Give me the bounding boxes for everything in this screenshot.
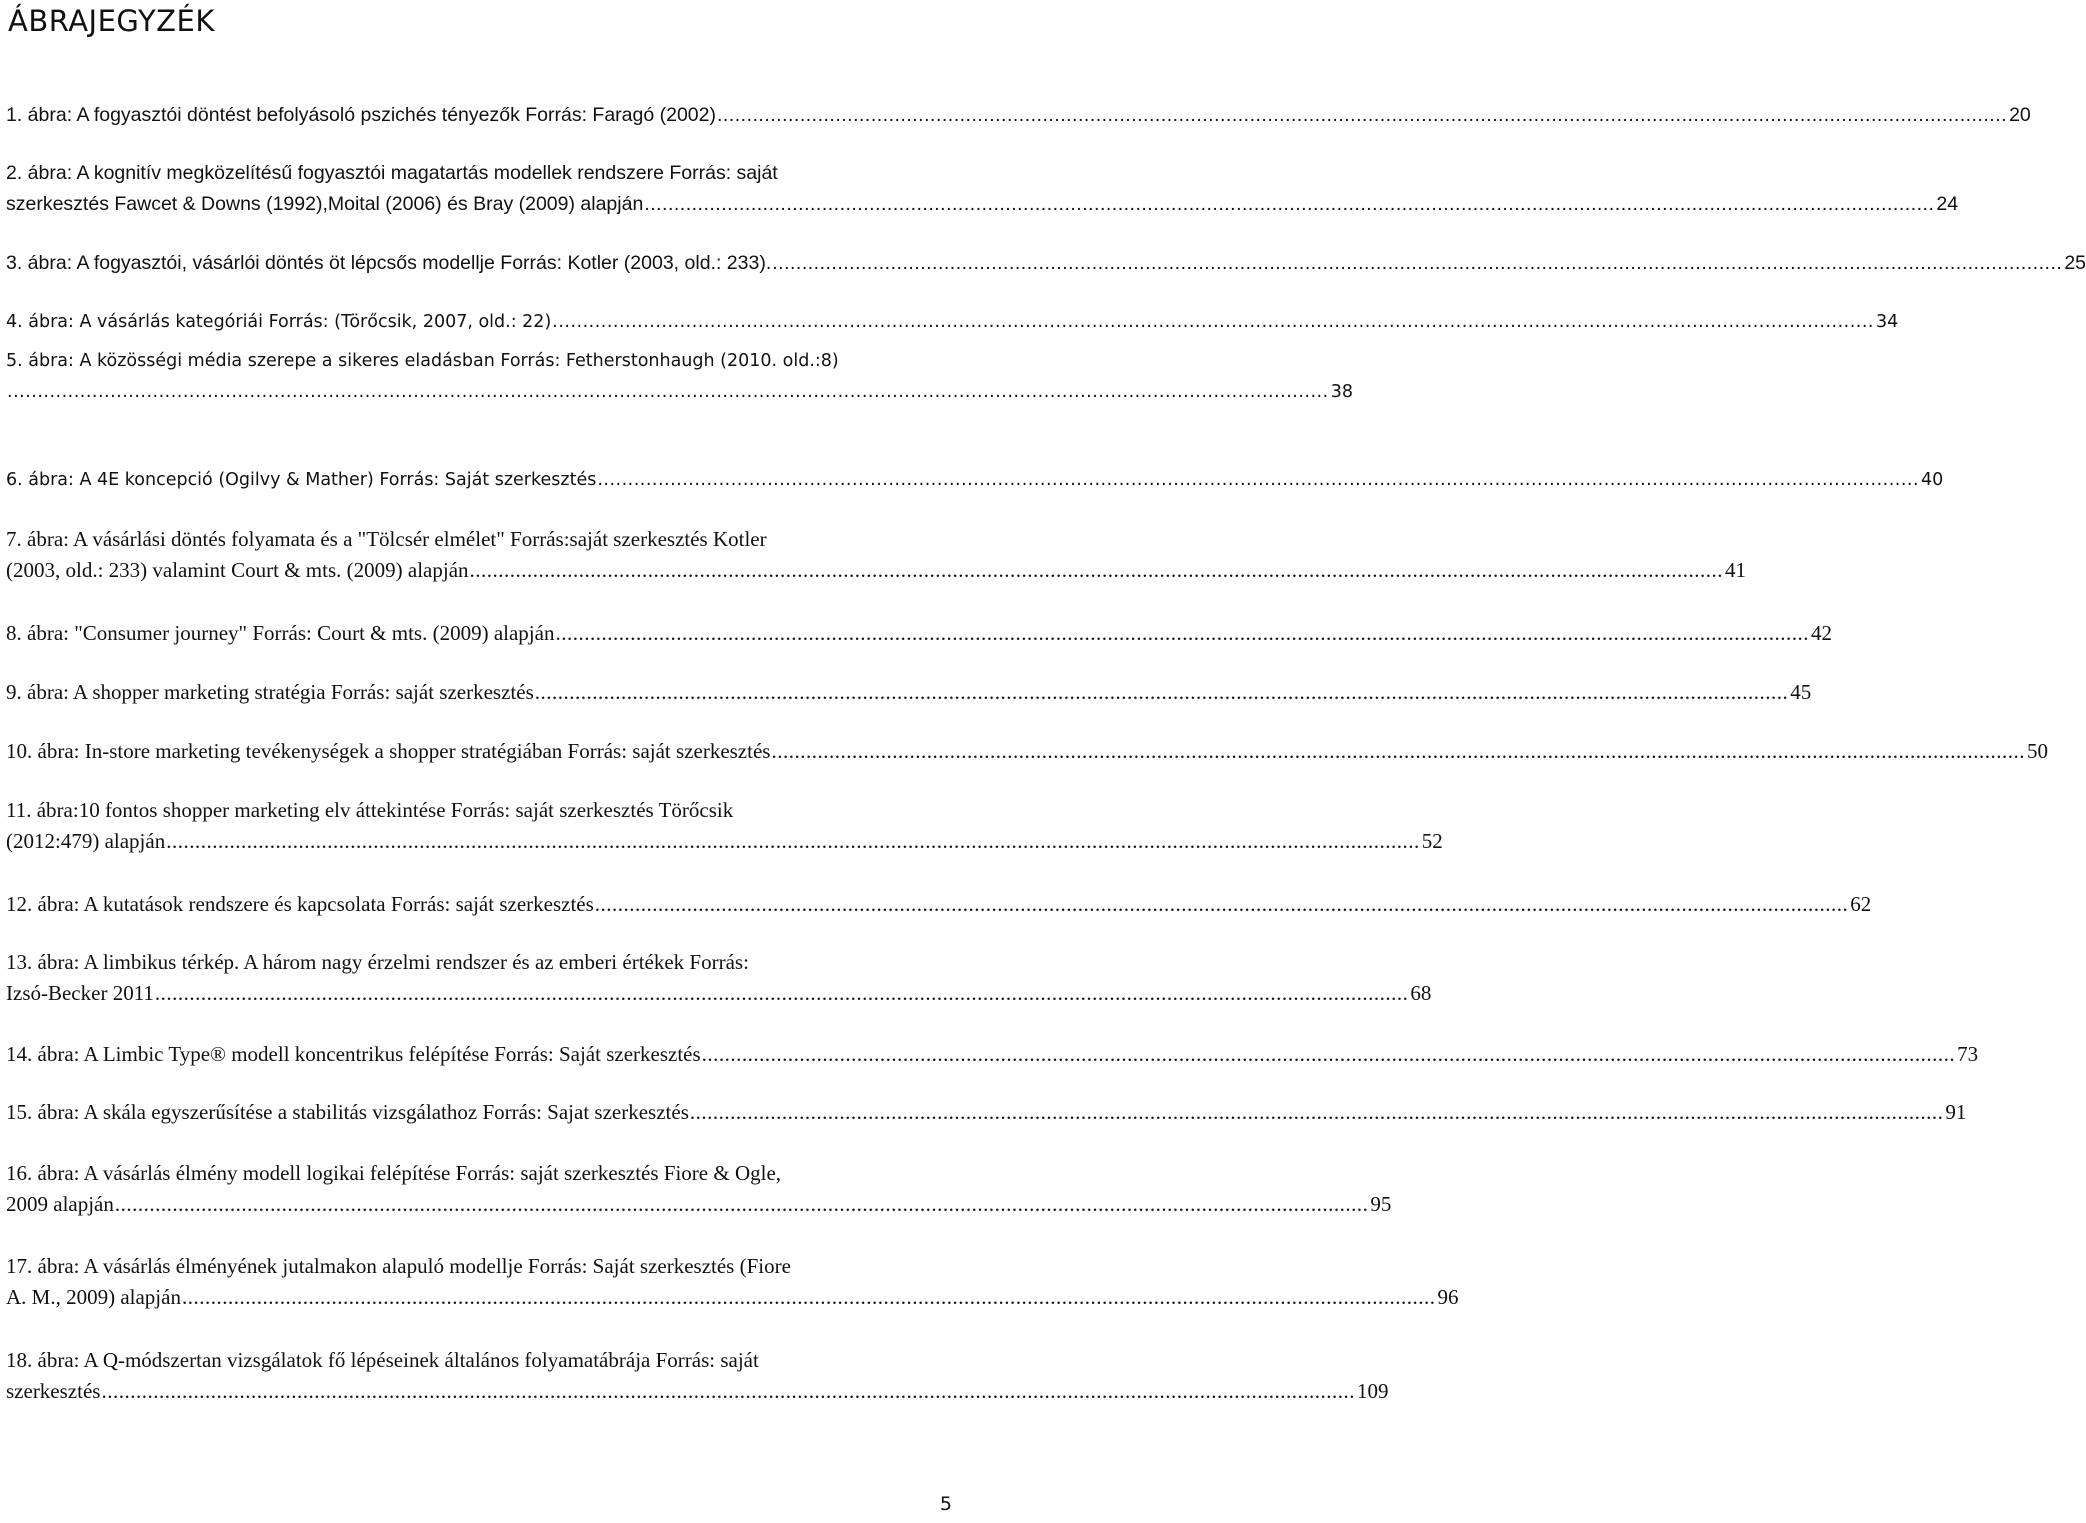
dot-leader: .......................................................................................................................................................................................................................... <box>716 104 2008 126</box>
figure-entry[interactable] <box>6 465 1944 496</box>
dot-leader: .......................................................................................................................................................................................................................... <box>771 739 2025 763</box>
figure-entry[interactable] <box>6 1039 1979 1070</box>
entry-text-line: 1. ábra: A fogyasztói döntést befolyásoló pszichés tényezők Forrás: Faragó (2002) <box>6 104 716 126</box>
dot-leader: .......................................................................................................................................................................................................................... <box>101 1379 1355 1403</box>
dot-leader: .......................................................................................................................................................................................................................... <box>594 892 1849 916</box>
entry-text-line: 11. ábra:10 fontos shopper marketing elv áttekintése Forrás: saját szerkesztés Törőcsik <box>6 798 734 822</box>
figure-entry[interactable] <box>6 1251 1459 1313</box>
entry-text-line: A. M., 2009) alapján <box>6 1285 181 1309</box>
entry-text-line: 4. ábra: A vásárlás kategóriái Forrás: (Törőcsik, 2007, old.: 22) <box>6 312 552 332</box>
entry-page-number: 109 <box>1356 1379 1389 1403</box>
entry-page-number: 96 <box>1437 1285 1459 1309</box>
entry-page-number: 68 <box>1410 981 1432 1005</box>
entry-text-line: 17. ábra: A vásárlás élményének jutalmakon alapuló modellje Forrás: Saját szerkesztés (Fiore <box>6 1254 791 1278</box>
entry-text-line: 10. ábra: In-store marketing tevékenységek a shopper stratégiában Forrás: saját szerkesztés <box>6 739 771 763</box>
dot-leader: .......................................................................................................................................................................................................................... <box>7 382 1329 402</box>
dot-leader: .......................................................................................................................................................................................................................... <box>154 981 1409 1005</box>
figure-entry[interactable] <box>6 677 1812 708</box>
dot-leader: .......................................................................................................................................................................................................................... <box>181 1285 1436 1309</box>
entry-page-number: 41 <box>1725 558 1747 582</box>
entry-text-line: 13. ábra: A limbikus térkép. A három nagy érzelmi rendszer és az emberi értékek Forrás: <box>6 950 749 974</box>
entry-text-line: Izsó-Becker 2011 <box>6 981 154 1005</box>
page-title: ÁBRAJEGYZÉK <box>8 4 215 38</box>
dot-leader: .......................................................................................................................................................................................................................... <box>644 193 1935 215</box>
entry-page-number: 20 <box>2009 104 2031 126</box>
figure-entry[interactable] <box>6 158 1959 220</box>
entry-page-number: 50 <box>2026 739 2048 763</box>
figure-entry[interactable] <box>6 618 1832 649</box>
dot-leader: .......................................................................................................................................................................................................................... <box>114 1192 1369 1216</box>
entry-text-line: 2. ábra: A kognitív megközelítésű fogyasztói magatartás modellek rendszere Forrás: saját <box>6 162 778 184</box>
entry-page-number: 40 <box>1921 470 1944 490</box>
entry-page-number: 52 <box>1421 829 1443 853</box>
entry-text-line: 3. ábra: A fogyasztói, vásárlói döntés öt lépcsős modellje Forrás: Kotler (2003, old.: 233). <box>6 252 772 274</box>
entry-text-line: (2012:479) alapján <box>6 829 166 853</box>
dot-leader: .......................................................................................................................................................................................................................... <box>772 252 2063 274</box>
figure-entry[interactable] <box>6 307 1899 338</box>
entry-text-line: 16. ábra: A vásárlás élmény modell logikai felépítése Forrás: saját szerkesztés Fiore & Ogle, <box>6 1161 782 1185</box>
entry-page-number: 73 <box>1957 1042 1979 1066</box>
page-number: 5 <box>939 1493 952 1515</box>
entry-page-number: 62 <box>1850 892 1872 916</box>
dot-leader: .......................................................................................................................................................................................................................... <box>689 1100 1944 1124</box>
entry-page-number: 24 <box>1936 193 1959 215</box>
figure-entry[interactable] <box>6 100 2031 131</box>
figure-entry[interactable] <box>6 1097 1967 1128</box>
figure-entry[interactable] <box>6 889 1872 920</box>
figure-entry[interactable] <box>6 1345 1389 1407</box>
entry-text-line: 8. ábra: "Consumer journey" Forrás: Court & mts. (2009) alapján <box>6 621 555 645</box>
figure-entry[interactable] <box>6 346 1353 408</box>
entry-text-line: szerkesztés <box>6 1379 101 1403</box>
figure-entry[interactable] <box>6 524 1747 586</box>
entry-page-number: 34 <box>1875 312 1899 332</box>
entry-text-line: 9. ábra: A shopper marketing stratégia Forrás: saját szerkesztés <box>6 680 534 704</box>
dot-leader: .......................................................................................................................................................................................................................... <box>166 829 1420 853</box>
dot-leader: .......................................................................................................................................................................................................................... <box>534 680 1789 704</box>
entry-page-number: 95 <box>1370 1192 1392 1216</box>
entry-text-line: 6. ábra: A 4E koncepció (Ogilvy & Mather) Forrás: Saját szerkesztés <box>6 470 597 490</box>
figure-entry[interactable] <box>6 795 1443 857</box>
dot-leader: .......................................................................................................................................................................................................................... <box>597 470 1920 490</box>
figure-entry[interactable] <box>6 736 2048 767</box>
entry-text-line: 12. ábra: A kutatások rendszere és kapcsolata Forrás: saját szerkesztés <box>6 892 594 916</box>
entry-text-line: 2009 alapján <box>6 1192 114 1216</box>
entry-text-line: 14. ábra: A Limbic Type® modell koncentrikus felépítése Forrás: Saját szerkesztés <box>6 1042 701 1066</box>
dot-leader: .......................................................................................................................................................................................................................... <box>552 312 1874 332</box>
figure-entry[interactable] <box>6 947 1432 1009</box>
entry-text-line: 7. ábra: A vásárlási döntés folyamata és a "Tölcsér elmélet" Forrás:saját szerkesztés Kotler <box>6 527 767 551</box>
entry-page-number: 25 <box>2064 252 2086 274</box>
entry-text-line: 18. ábra: A Q-módszertan vizsgálatok fő lépéseinek általános folyamatábrája Forrás: saját <box>6 1348 759 1372</box>
entry-page-number: 91 <box>1945 1100 1967 1124</box>
dot-leader: .......................................................................................................................................................................................................................... <box>701 1042 1956 1066</box>
entry-page-number: 42 <box>1810 621 1832 645</box>
entry-page-number: 45 <box>1790 680 1812 704</box>
figure-entry[interactable] <box>6 248 2086 279</box>
entry-text-line: (2003, old.: 233) valamint Court & mts. (2009) alapján <box>6 558 469 582</box>
entry-text-line: 15. ábra: A skála egyszerűsítése a stabilitás vizsgálathoz Forrás: Sajat szerkesztés <box>6 1100 689 1124</box>
entry-text-line: 5. ábra: A közösségi média szerepe a sikeres eladásban Forrás: Fetherstonhaugh (2010. old.:8) <box>6 351 839 371</box>
figure-entry[interactable] <box>6 1158 1392 1220</box>
dot-leader: .......................................................................................................................................................................................................................... <box>555 621 1809 645</box>
dot-leader: .......................................................................................................................................................................................................................... <box>469 558 1724 582</box>
entry-page-number: 38 <box>1330 382 1353 402</box>
entry-text-line: szerkesztés Fawcet & Downs (1992),Moital (2006) és Bray (2009) alapján <box>6 193 644 215</box>
